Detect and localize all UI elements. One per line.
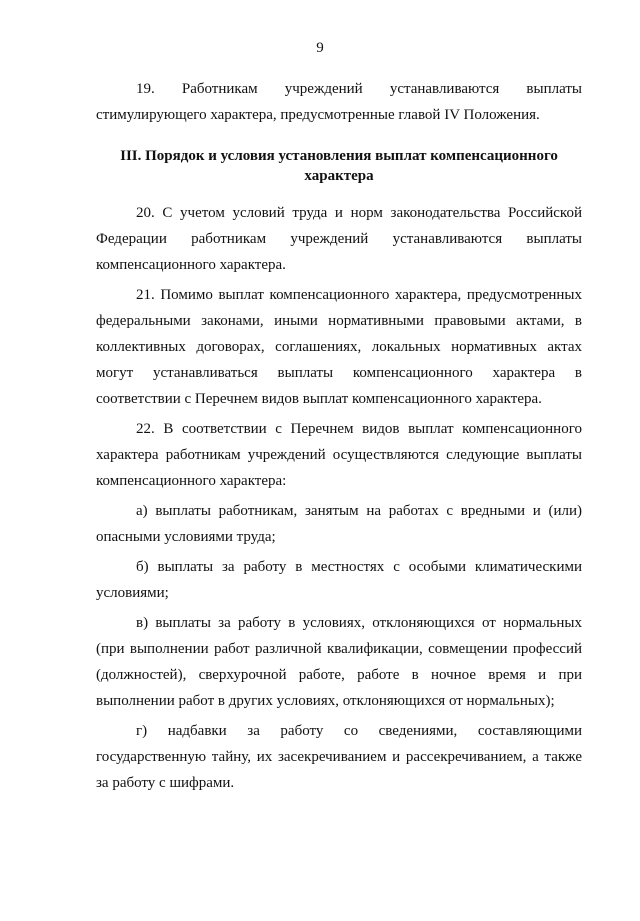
page-number: 9 xyxy=(316,40,324,56)
paragraph-19: 19. Работникам учреждений устанавливаются выплаты стимулирующего характера, предусмотренные главой IV Положения. xyxy=(96,81,582,123)
paragraph-22: 22. В соответствии с Перечнем видов выплат компенсационного характера работникам учреждений осуществляются следующие выплаты компенсационного характера: xyxy=(96,421,582,489)
section-title: III. Порядок и условия установления выплат компенсационного характера xyxy=(120,148,558,184)
paragraph-21: 21. Помимо выплат компенсационного характера, предусмотренных федеральными законами, иными нормативными правовыми актами, в коллективных договорах, соглашениях, локальных нормативных актах могут устанавливаться выплаты компенсационного характера в соответствии с Перечнем видов выплат компенсационного характера. xyxy=(96,287,582,407)
paragraph-20: 20. С учетом условий труда и норм законодательства Российской Федерации работникам учреждений устанавливаются выплаты компенсационного характера. xyxy=(96,205,582,273)
list-item-g: г) надбавки за работу со сведениями, составляющими государственную тайну, их засекречиванием и рассекречиванием, а также за работу с шифрами. xyxy=(96,723,582,791)
document-body xyxy=(96,76,582,796)
list-item-v: в) выплаты за работу в условиях, отклоняющихся от нормальных (при выполнении работ различной квалификации, совмещении профессий (должностей), сверхурочной работе, работе в ночное время и при выполнении работ в других условиях, отклоняющихся от нормальных); xyxy=(96,615,582,709)
list-item-b: б) выплаты за работу в местностях с особыми климатическими условиями; xyxy=(96,559,582,601)
list-item-a: а) выплаты работникам, занятым на работах с вредными и (или) опасными условиями труда; xyxy=(96,503,582,545)
